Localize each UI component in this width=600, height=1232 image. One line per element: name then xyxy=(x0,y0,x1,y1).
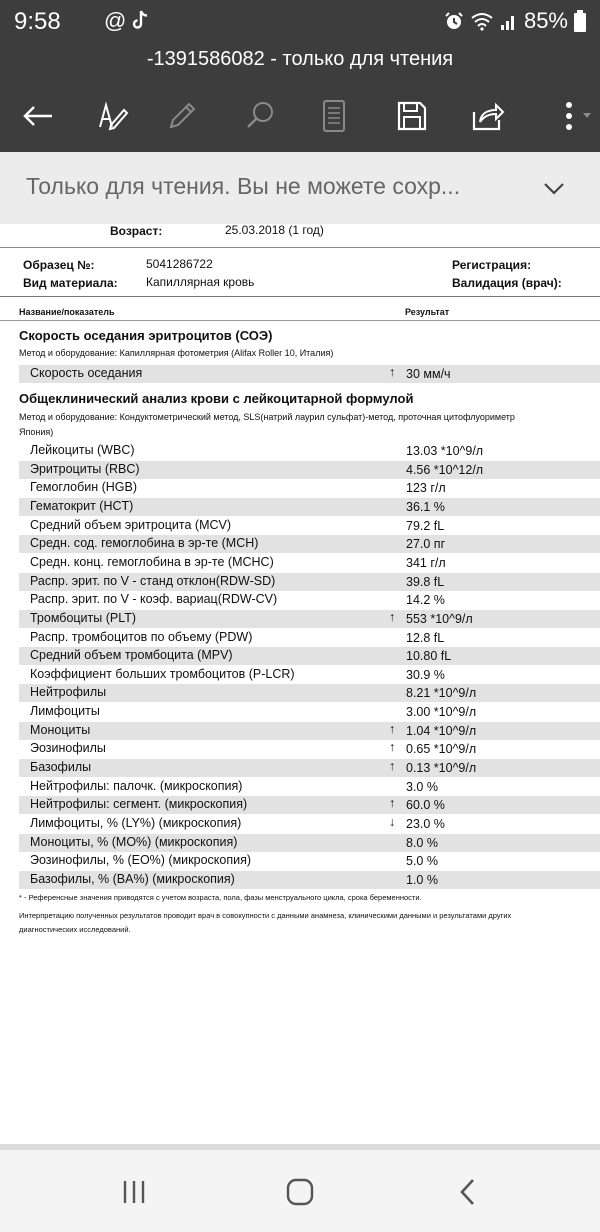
banner-text: Только для чтения. Вы не можете сохр... xyxy=(26,173,461,199)
row-flag: ↓ xyxy=(389,815,396,829)
row-name: Лейкоциты (WBC) xyxy=(30,443,135,457)
row-name: Средн. конц. гемоглобина в эр-те (MCHC) xyxy=(30,554,274,569)
back-icon xyxy=(22,104,54,128)
table-row xyxy=(19,461,600,479)
row-name: Лимфоциты, % (LY%) (микроскопия) xyxy=(30,816,242,830)
home-button[interactable] xyxy=(278,1174,322,1210)
material-label: Вид материала: xyxy=(23,276,118,290)
row-value: 4.56 *10^12/л xyxy=(406,462,484,477)
table-row xyxy=(19,778,600,796)
row-value: 3.00 *10^9/л xyxy=(406,705,477,720)
divider xyxy=(0,320,600,321)
document-page[interactable] xyxy=(0,224,600,1144)
table-row xyxy=(19,852,600,870)
row-name: Эритроциты (RBC) xyxy=(30,461,140,476)
table-row xyxy=(19,498,600,516)
interpretation-note: Интерпретацию полученных результатов проводит врач в совокупности с данными анамнеза, клиническими данными и результатами других xyxy=(19,911,512,920)
row-value: 0.13 *10^9/л xyxy=(406,761,477,776)
table-row xyxy=(19,647,600,665)
cbc-section-title: Общеклинический анализ крови с лейкоцитарной формулой xyxy=(19,391,414,406)
table-row xyxy=(19,703,600,721)
share-button[interactable] xyxy=(466,94,510,138)
chevron-down-icon[interactable] xyxy=(540,174,568,202)
search-button[interactable] xyxy=(238,94,282,138)
table-row xyxy=(19,722,600,740)
row-name: Гемоглобин (HGB) xyxy=(30,480,138,495)
status-time: 9:58 xyxy=(14,8,61,35)
row-name: Средний объем эритроцита (MCV) xyxy=(30,517,232,532)
row-value: 5.0 % xyxy=(406,854,438,869)
material-value: Капиллярная кровь xyxy=(146,275,255,289)
table-row xyxy=(19,535,600,553)
page-view-button[interactable] xyxy=(312,94,356,138)
row-flag: ↑ xyxy=(389,759,396,774)
row-value: 36.1 % xyxy=(406,499,445,514)
wifi-icon xyxy=(470,11,494,31)
table-row xyxy=(19,871,600,889)
registration-label: Регистрация: xyxy=(452,258,532,272)
row-name: Средний объем тромбоцита (MPV) xyxy=(30,648,233,663)
share-icon xyxy=(471,100,505,132)
table-row xyxy=(19,666,600,684)
sample-label: Образец №: xyxy=(23,258,95,272)
battery-percent: 85% xyxy=(523,8,568,33)
age-value: 25.03.2018 (1 год) xyxy=(225,224,324,237)
table-row xyxy=(19,591,600,609)
row-value: 341 г/л xyxy=(406,555,446,570)
save-icon xyxy=(396,100,428,132)
divider xyxy=(0,296,600,297)
table-row xyxy=(19,442,600,460)
pen-edit-button[interactable] xyxy=(90,94,134,138)
recent-apps-icon xyxy=(120,1179,148,1205)
table-row xyxy=(19,517,600,535)
row-name: Гематокрит (HCT) xyxy=(30,498,134,513)
row-value: 12.8 fL xyxy=(406,630,445,645)
save-button[interactable] xyxy=(390,94,434,138)
row-name: Лимфоциты xyxy=(30,704,100,719)
document-title: -1391586082 - только для чтения xyxy=(0,44,600,80)
row-name: Базофилы xyxy=(30,760,92,775)
row-flag: ↑ xyxy=(389,740,396,755)
toolbar xyxy=(0,80,600,152)
table-row xyxy=(19,796,600,814)
column-header-result: Результат xyxy=(405,307,450,317)
row-name: Моноциты xyxy=(30,722,91,737)
row-name: Распр. эрит. по V - станд отклон(RDW-SD) xyxy=(30,573,276,588)
cbc-method: Метод и оборудование: Кондуктометрический метод, SLS(натрий лаурил сульфат)-метод, проточная цитофлуориметр xyxy=(19,412,515,422)
status-bar xyxy=(0,0,600,44)
row-value: 79.2 fL xyxy=(406,518,445,533)
row-value: 1.0 % xyxy=(406,872,438,887)
row-value: 123 г/л xyxy=(406,481,446,496)
row-value: 13.03 *10^9/л xyxy=(406,444,484,458)
validation-label: Валидация (врач): xyxy=(452,276,562,290)
recent-apps-button[interactable] xyxy=(112,1174,156,1210)
row-value: 30.9 % xyxy=(406,667,445,682)
table-row xyxy=(19,834,600,852)
row-name: Базофилы, % (BA%) (микроскопия) xyxy=(30,871,235,886)
row-value: 553 *10^9/л xyxy=(406,611,473,626)
row-value: 27.0 пг xyxy=(406,537,446,552)
row-name: Нейтрофилы: палочк. (микроскопия) xyxy=(30,778,243,793)
alarm-icon xyxy=(444,11,464,31)
row-name: Тромбоциты (PLT) xyxy=(30,610,137,625)
table-row xyxy=(19,554,600,572)
row-value: 8.0 % xyxy=(406,835,438,850)
table-row xyxy=(19,479,600,497)
row-value: 23.0 % xyxy=(406,817,445,831)
row-value: 0.65 *10^9/л xyxy=(406,742,477,757)
pencil-button[interactable] xyxy=(160,94,204,138)
system-nav-bar xyxy=(0,1150,600,1232)
row-name: Моноциты, % (MO%) (микроскопия) xyxy=(30,834,238,849)
interpretation-note-cont: диагностических исследований. xyxy=(19,925,131,934)
row-name: Эозинофилы, % (EO%) (микроскопия) xyxy=(30,853,252,868)
row-value: 8.21 *10^9/л xyxy=(406,686,477,701)
row-value: 14.2 % xyxy=(406,593,445,608)
age-label: Возраст: xyxy=(110,224,163,238)
column-header-name: Название/показатель xyxy=(19,307,115,317)
row-value: 60.0 % xyxy=(406,798,445,813)
row-value: 1.04 *10^9/л xyxy=(406,723,477,738)
at-icon: @ xyxy=(104,8,127,33)
table-row xyxy=(19,740,600,758)
signal-icon xyxy=(500,11,518,31)
back-nav-button[interactable] xyxy=(446,1174,490,1210)
table-row xyxy=(19,629,600,647)
page-view-icon xyxy=(321,99,347,133)
row-name: Нейтрофилы: сегмент. (микроскопия) xyxy=(30,797,248,812)
divider xyxy=(0,247,600,248)
footnote: * - Референсные значения приводятся с учетом возраста, пола, фазы менструального цикла, срока беременности. xyxy=(19,893,422,902)
row-flag: ↑ xyxy=(389,721,396,736)
row-name: Нейтрофилы xyxy=(30,685,107,700)
row-name: Эозинофилы xyxy=(30,741,106,756)
pencil-icon xyxy=(166,100,198,132)
battery-icon xyxy=(574,10,586,32)
table-row xyxy=(19,815,600,833)
pen-edit-icon xyxy=(95,99,129,133)
tiktok-icon xyxy=(132,10,150,30)
row-value: 3.0 % xyxy=(406,779,438,794)
cbc-method-cont: Япония) xyxy=(19,427,54,437)
search-icon xyxy=(244,100,276,132)
read-only-banner[interactable] xyxy=(0,152,600,224)
table-row xyxy=(19,610,600,628)
row-name: Коэффициент больших тромбоцитов (P-LCR) xyxy=(30,666,295,681)
back-nav-icon xyxy=(456,1177,480,1207)
row-flag: ↑ xyxy=(389,796,396,811)
row-name: Распр. эрит. по V - коэф. вариац(RDW-CV) xyxy=(30,592,278,607)
row-name: Средн. сод. гемоглобина в эр-те (MCH) xyxy=(30,536,259,551)
table-row xyxy=(19,684,600,702)
table-row xyxy=(19,759,600,777)
sample-value: 5041286722 xyxy=(146,257,213,271)
more-button[interactable] xyxy=(548,94,598,138)
esr-method: Метод и оборудование: Капиллярная фотометрия (Alifax Roller 10, Италия) xyxy=(19,348,334,358)
table-row: Скорость оседания ↑ 30 мм/ч xyxy=(19,365,600,383)
row-value: 39.8 fL xyxy=(406,574,445,589)
table-row xyxy=(19,573,600,591)
row-flag: ↑ xyxy=(389,609,396,624)
esr-section-title: Скорость оседания эритроцитов (СОЭ) xyxy=(19,328,273,343)
row-name: Распр. тромбоцитов по объему (PDW) xyxy=(30,629,253,644)
home-icon xyxy=(285,1177,315,1207)
back-button[interactable] xyxy=(16,94,60,138)
more-icon xyxy=(553,100,593,132)
row-value: 10.80 fL xyxy=(406,649,452,664)
